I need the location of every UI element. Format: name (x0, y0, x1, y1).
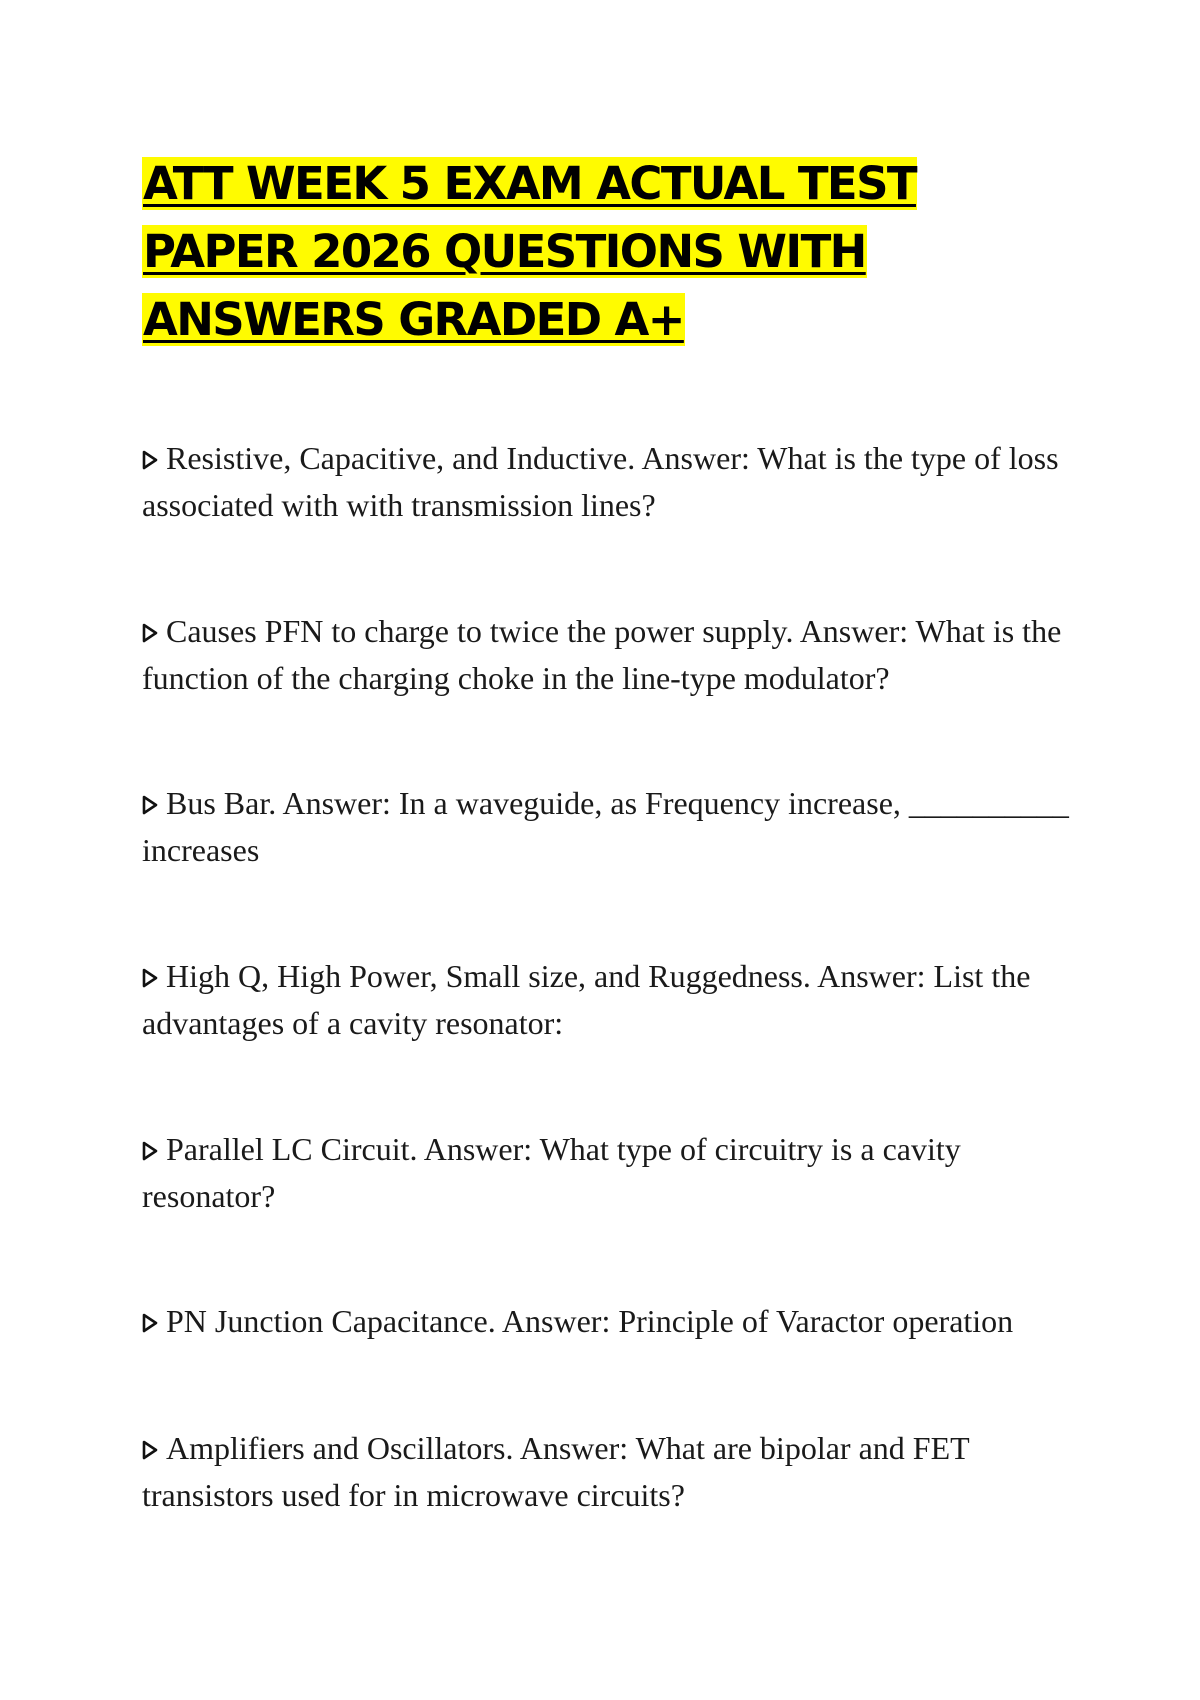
qa-item (142, 608, 1072, 702)
qa-item (142, 435, 1072, 529)
triangle-right-outline-icon (142, 450, 158, 470)
triangle-right-outline-icon (142, 1440, 158, 1460)
triangle-right-outline-icon (142, 1141, 158, 1161)
triangle-right-outline-icon (142, 795, 158, 815)
qa-item-text: High Q, High Power, Small size, and Ruggedness. Answer: List the advantages of a cavity resonator: (142, 958, 1031, 1041)
document-title (142, 150, 1072, 354)
qa-item (142, 1126, 1072, 1220)
qa-item (142, 780, 1072, 874)
qa-item (142, 953, 1072, 1047)
document-title-text: ATT WEEK 5 EXAM ACTUAL TEST PAPER 2026 QUESTIONS WITH ANSWERS GRADED A+ (143, 157, 916, 346)
triangle-right-outline-icon (142, 1313, 158, 1333)
qa-item-text: Bus Bar. Answer: In a waveguide, as Frequency increase, __________ increases (142, 785, 1069, 868)
qa-item-text: Causes PFN to charge to twice the power supply. Answer: What is the function of the charging choke in the line-type modulator? (142, 613, 1062, 696)
triangle-right-outline-icon (142, 968, 158, 988)
qa-item (142, 1298, 1072, 1345)
qa-item-text: PN Junction Capacitance. Answer: Principle of Varactor operation (166, 1303, 1014, 1339)
qa-item-text: Parallel LC Circuit. Answer: What type of circuitry is a cavity resonator? (142, 1131, 961, 1214)
triangle-right-outline-icon (142, 623, 158, 643)
qa-item-text: Resistive, Capacitive, and Inductive. Answer: What is the type of loss associated with with transmission lines? (142, 440, 1059, 523)
qa-item-text: Amplifiers and Oscillators. Answer: What are bipolar and FET transistors used for in microwave circuits? (142, 1430, 970, 1513)
qa-item (142, 1425, 1072, 1519)
